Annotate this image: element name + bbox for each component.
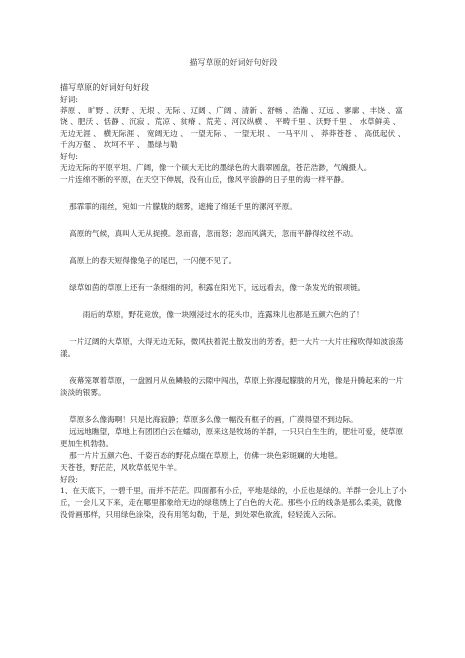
sentence: 草原多么像海啊！只是比海寂静；草原多么像一幅没有框子的画，广漠得望不到边际。 [69, 414, 358, 424]
sentence: 雨后的草原，野花竞放，像一块刚浸过水的花头巾，连露珠儿也都是五颜六色的了！ [82, 309, 364, 319]
sentence: 那一片片五颜六色、千姿百态的野花点缀在草原上，仿佛一块色彩斑斓的大地毯。 [69, 450, 343, 460]
sentence: 夜幕笼罩着草原，一盘圆月从鱼鳞般的云隙中闯出，草原上弥漫起朦胧的月光，像是升腾起来的一片淡淡的银雾。 [60, 375, 404, 397]
sentence: 那霏霏的雨丝，宛如一片朦胧的烟雾，遮掩了绵延千里的漯河平原。 [69, 201, 297, 211]
sentence: 高原的气候，真叫人无从捉摸。忽而喜，忽而怒；忽而风满天，忽而平静得纹丝不动。 [69, 228, 358, 238]
paragraph: 1、在天底下，一碧千里，而并不茫茫。四面都有小丘，平地是绿的，小丘也是绿的。羊群一会儿上了小丘，一会儿又下来，走在哪里都象给无边的绿毯绣上了白色的大花。那些小丘的线条是那么柔美，就像没骨画那样，只用绿色涂染，没有用笔勾勒，于是，到处翠色欲流，轻轻流入云际。 [60, 486, 407, 520]
sentence: 无边无际的平原平坦、广阔，像一个硕大无比的墨绿色的大翡翠圆盘，苍茫浩渺，气魄摄人。 [60, 162, 372, 172]
words-label: 好词: [60, 94, 79, 104]
sentence: 一片辽阔的大草原，大得无边无际，微风扶着泥土散发出的芳香，把一大片一大片庄稼吹得如波浪荡漾。 [60, 336, 404, 358]
section-heading: 描写草原的好词好句好段 [60, 83, 150, 92]
sentence: 一片连绵不断的平原，在天空下伸展，没有山丘，像风平浪静的日子里的海一样平静。 [60, 174, 349, 184]
words-list: 莽原 、 旷野 、沃野 、无垠 、无际 、辽阔 、广阔 、清新 、舒畅 、浩瀚 、辽远 、寥廓 、丰饶 、富饶 、肥沃 、恬静 、沉寂 、荒凉 、贫瘠 、荒芜 、河汉纵横 、 平畴千里 、沃野千里 、 水草鲜美 、 无边无涯 、 横无际涯 、 宽阔无边 、 一望无际 、 一望无垠 、 一马平川 、 莽莽苍苍 、 高低起伏 、 千沟万壑 、 坎坷不平 、 墨绿与勒 [60, 105, 406, 150]
sentence: 绿草如茵的草原上还有一条细细的河，积露在阳光下，远远看去，像一条发光的银项链。 [69, 282, 366, 292]
sentence: 天苍苍，野茫茫，风吹草低见牛羊。 [60, 462, 182, 472]
document-title: 描写草原的好词好句好段 [189, 58, 278, 67]
sentences-label: 好句: [60, 151, 79, 161]
sentence: 高原上的春天短得像兔子的尾巴，一闪便不见了。 [69, 255, 237, 265]
paragraphs-label: 好段: [60, 474, 79, 484]
sentence: 远远地瞧望，草地上有团团白云在蠕动，原来这是牧场的羊群，一只只白生生的，肥壮可爱，使草原更加生机勃勃。 [60, 426, 404, 448]
